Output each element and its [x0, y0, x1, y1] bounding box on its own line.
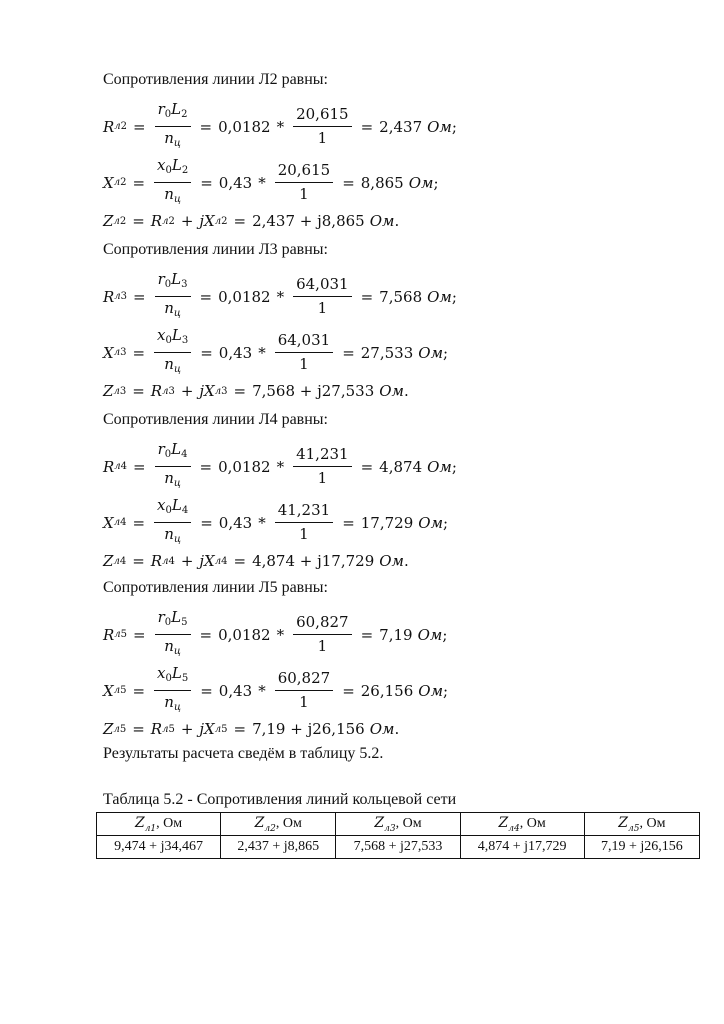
summary-text: Результаты расчета сведём в таблицу 5.2. [103, 745, 384, 762]
impedance-equation: Z л 4 = R л 4 + jX л 4 = 4,874 + j17,729 Ом . [103, 552, 409, 570]
resistance-equation: R л 5 = $\frac{r_0L_5}{n_ц}$ = 0,0182 * $\frac{60,827}{1}$ = 7,19 Ом ; [103, 608, 448, 657]
impedance-equation: Z л 3 = R л 3 + jX л 3 = 7,568 + j27,533 Ом . [103, 382, 409, 400]
impedance-equation: Z л 5 = R л 5 + jX л 5 = 7,19 + j26,156 Ом . [103, 720, 400, 738]
table-cell: 7,19 + j26,156 [584, 836, 699, 859]
table-header-cell: $Z_{л3}$, Ом [336, 813, 460, 836]
impedance-equation: Z л 2 = R л 2 + jX л 2 = 2,437 + j8,865 Ом . [103, 212, 400, 230]
results-table [96, 812, 700, 859]
table-header-cell: $Z_{л4}$, Ом [460, 813, 584, 836]
reactance-equation: X л 4 = $\frac{x_0L_4}{n_ц}$ = 0,43 * $\frac{41,231}{1}$ = 17,729 Ом ; [103, 496, 449, 545]
reactance-equation: X л 2 = $\frac{x_0L_2}{n_ц}$ = 0,43 * $\frac{20,615}{1}$ = 8,865 Ом ; [103, 156, 439, 205]
table-row [97, 836, 700, 859]
section-intro: Сопротивления линии Л2 равны: [103, 71, 328, 88]
resistance-equation: R л 2 = $\frac{r_0L_2}{n_ц}$ = 0,0182 * $\frac{20,615}{1}$ = 2,437 Ом ; [103, 100, 457, 149]
table-header-cell: $Z_{л2}$, Ом [221, 813, 336, 836]
table-cell: 2,437 + j8,865 [221, 836, 336, 859]
section-intro: Сопротивления линии Л4 равны: [103, 411, 328, 428]
reactance-equation: X л 3 = $\frac{x_0L_3}{n_ц}$ = 0,43 * $\frac{64,031}{1}$ = 27,533 Ом ; [103, 326, 449, 375]
resistance-equation: R л 3 = $\frac{r_0L_3}{n_ц}$ = 0,0182 * $\frac{64,031}{1}$ = 7,568 Ом ; [103, 270, 457, 319]
table-cell: 7,568 + j27,533 [336, 836, 460, 859]
resistance-equation: R л 4 = $\frac{r_0L_4}{n_ц}$ = 0,0182 * $\frac{41,231}{1}$ = 4,874 Ом ; [103, 440, 457, 489]
table-cell: 9,474 + j34,467 [97, 836, 221, 859]
section-intro: Сопротивления линии Л5 равны: [103, 579, 328, 596]
table-header-cell: $Z_{л5}$, Ом [584, 813, 699, 836]
table-header-cell: $Z_{л1}$, Ом [97, 813, 221, 836]
table-header-row [97, 813, 700, 836]
table-cell: 4,874 + j17,729 [460, 836, 584, 859]
table-caption: Таблица 5.2 - Сопротивления линий кольцевой сети [103, 791, 457, 808]
reactance-equation: X л 5 = $\frac{x_0L_5}{n_ц}$ = 0,43 * $\frac{60,827}{1}$ = 26,156 Ом ; [103, 664, 449, 713]
section-intro: Сопротивления линии Л3 равны: [103, 241, 328, 258]
